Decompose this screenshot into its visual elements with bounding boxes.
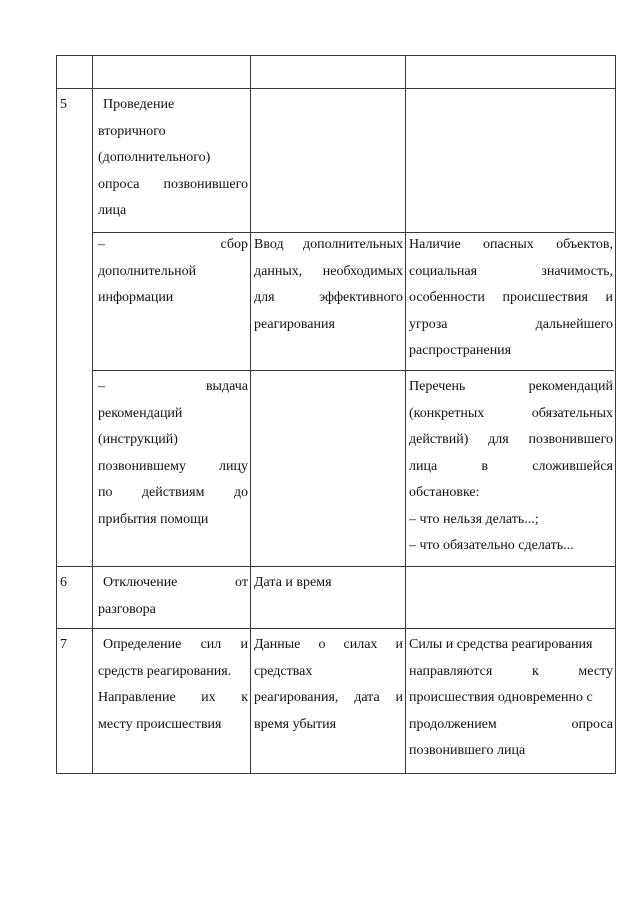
row-number: 7	[60, 637, 67, 652]
row-number: 6	[60, 575, 67, 590]
stage-description: – сбор дополнительной информации	[98, 237, 248, 305]
recommendations-description: Перечень рекомендаций (конкретных обязательных действий) для позвонившего лица в сложившейся обстановке: – что нельзя делать...; – что обязательно сделать...	[409, 379, 613, 553]
table-column-divider	[92, 55, 93, 773]
stage-description: Проведение вторичного (дополнительного) опроса позвонившего лица	[98, 97, 248, 218]
table-row-divider	[56, 628, 616, 629]
input-data-description: Дата и время	[254, 575, 332, 590]
input-data-description: Ввод дополнительных данных, необходимых для эффективного реагирования	[254, 237, 403, 332]
table-row-divider	[56, 566, 616, 567]
table-row-divider	[56, 88, 616, 89]
resources-description: Силы и средства реагирования направляются к месту происшествия одновременно с продолжением опроса позвонившего лица	[409, 637, 613, 758]
table-top-border	[56, 55, 616, 56]
stage-description: Определение сил и средств реагирования. Направление их к месту происшествия	[98, 637, 248, 732]
table-right-border	[615, 55, 616, 773]
table-bottom-border	[56, 773, 616, 774]
table-column-divider	[250, 55, 251, 773]
stage-description: Отключение от разговора	[98, 575, 248, 617]
table-left-border	[56, 55, 57, 773]
stage-description: – выдача рекомендаций (инструкций) позвонившему лицу по действиям до прибытия помощи	[98, 379, 248, 527]
input-data-description: Данные о силах и средствах реагирования, дата и время убытия	[254, 637, 403, 732]
row-number: 5	[60, 97, 67, 112]
table-column-divider	[405, 55, 406, 773]
factors-description: Наличие опасных объектов, социальная значимость, особенности происшествия и угроза дальнейшего распространения	[409, 237, 613, 358]
table-row-divider	[92, 370, 614, 371]
